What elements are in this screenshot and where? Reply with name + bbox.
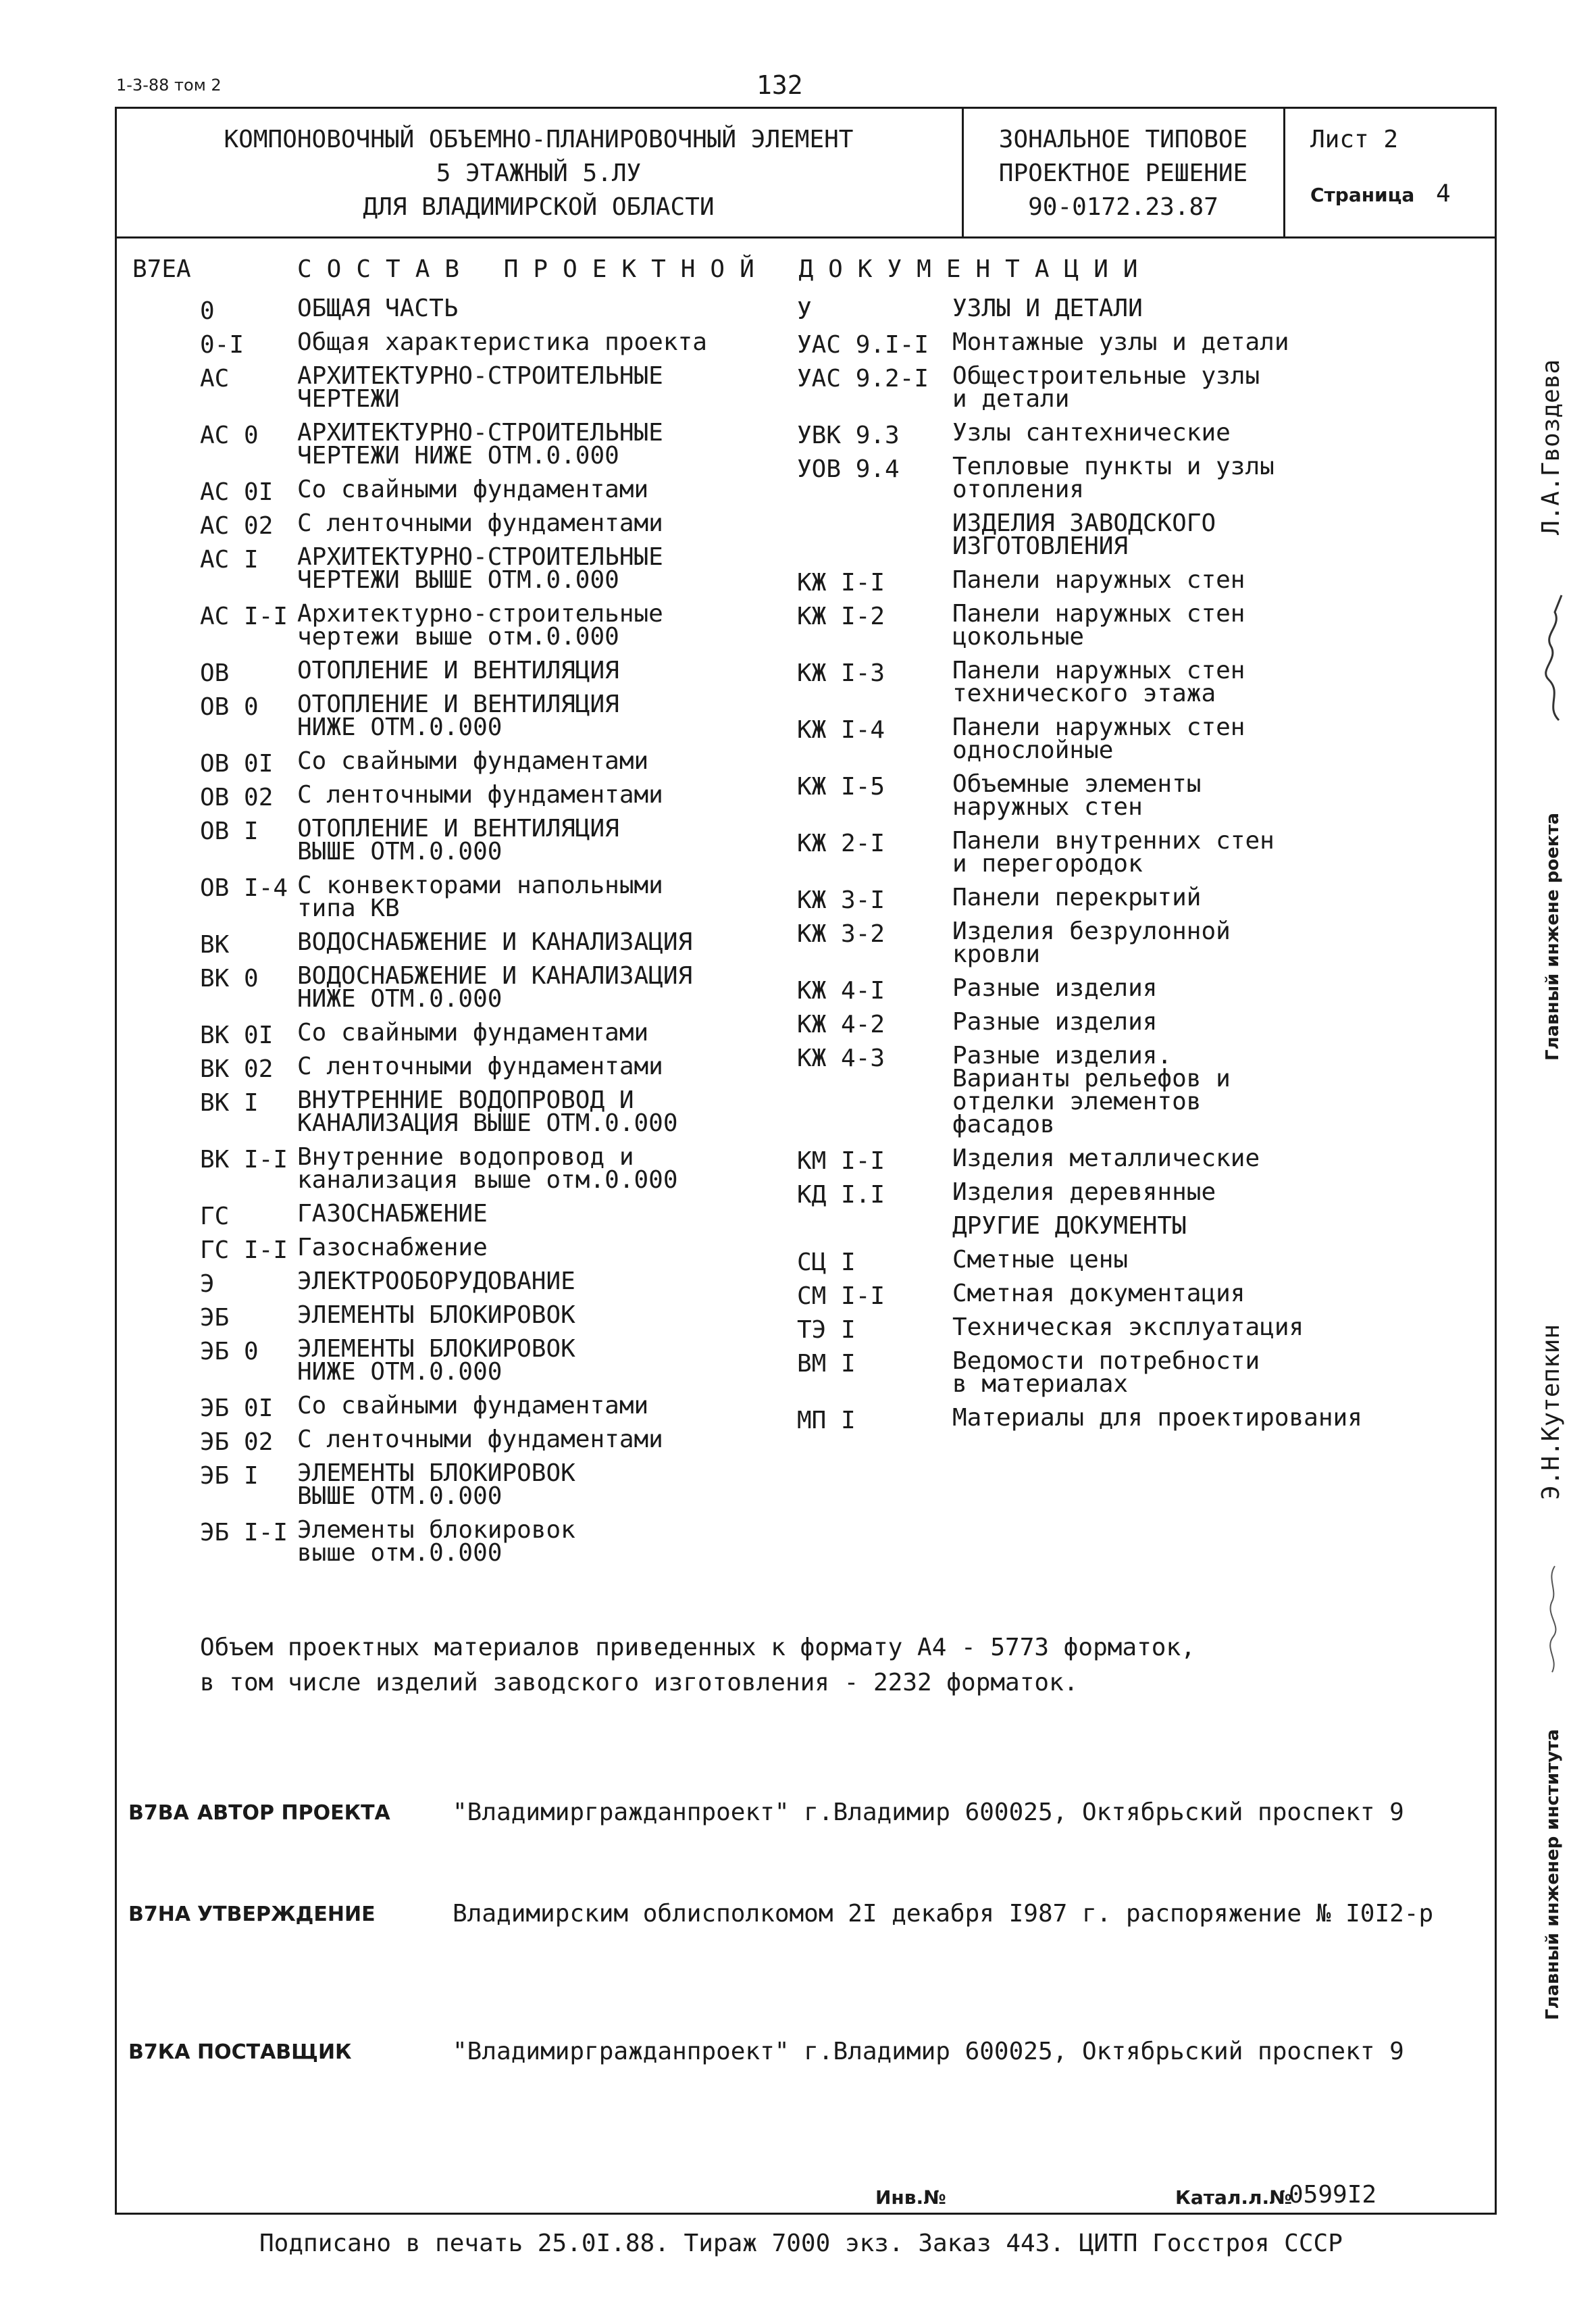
left-item-line: ЧЕРТЕЖИ НИЖЕ ОТМ.0.000: [297, 442, 619, 470]
left-item-code: ОВ: [200, 659, 230, 687]
left-item-line: НИЖЕ ОТМ.0.000: [297, 985, 503, 1013]
right-item-line: Разные изделия: [952, 974, 1158, 1002]
right-item-line: Сметные цены: [952, 1246, 1129, 1274]
left-item-line: Газоснабжение: [297, 1234, 488, 1261]
right-item-line: технического этажа: [952, 680, 1216, 707]
left-item-line: С ленточными фундаментами: [297, 1053, 663, 1080]
left-item-code: ЭБ I: [200, 1462, 259, 1490]
right-item-line: Техническая эксплуатация: [952, 1313, 1304, 1341]
header-project-line: 90-0172.23.87: [1028, 193, 1218, 221]
section-title: СОСТАВ ПРОЕКТНОЙ ДОКУМЕНТАЦИИ: [297, 255, 1153, 283]
left-item-code: ОВ I: [200, 818, 259, 845]
volume-line-2: в том числе изделий заводского изготовления - 2232 форматок.: [200, 1669, 1079, 1696]
right-item-line: Панели наружных стен: [952, 566, 1245, 594]
right-item-code: УОВ 9.4: [797, 455, 900, 483]
right-item-line: Ведомости потребности: [952, 1347, 1260, 1375]
approval-code: В7НА: [128, 1903, 191, 1926]
left-item-code: АС I-I: [200, 603, 288, 630]
right-item-line: ИЗДЕЛИЯ ЗАВОДСКОГО: [952, 509, 1216, 537]
right-item-line: Панели наружных стен: [952, 657, 1245, 684]
right-item-code: КЖ I-5: [797, 773, 885, 801]
right-item-line: Панели внутренних стен: [952, 827, 1275, 855]
left-item-line: ЧЕРТЕЖИ: [297, 385, 400, 413]
right-item-line: и детали: [952, 385, 1070, 413]
left-item-code: ЭБ 0: [200, 1338, 259, 1365]
right-item-code: КЖ 2-I: [797, 830, 885, 857]
right-item-code: КЖ I-3: [797, 659, 885, 687]
left-item-code: АС: [200, 365, 230, 393]
right-item-line: Панели наружных стен: [952, 713, 1245, 741]
right-item-line: в материалах: [952, 1370, 1129, 1398]
volume-line-1: Объем проектных материалов приведенных к формату А4 - 5773 форматок,: [200, 1634, 1195, 1661]
left-item-line: АРХИТЕКТУРНО-СТРОИТЕЛЬНЫЕ: [297, 419, 663, 447]
right-item-line: Изделия металлические: [952, 1145, 1260, 1172]
left-item-code: ВК 0: [200, 965, 259, 992]
left-item-line: Со свайными фундаментами: [297, 747, 649, 775]
left-item-line: ЭЛЕМЕНТЫ БЛОКИРОВОК: [297, 1301, 575, 1329]
chief-institute-engineer-signature-icon: [1532, 1561, 1572, 1676]
section-code: В7ЕА: [132, 255, 191, 283]
series-label: 1-3-88 том 2: [116, 76, 222, 95]
left-item-line: ВОДОСНАБЖЕНИЕ И КАНАЛИЗАЦИЯ: [297, 962, 693, 990]
left-item-line: ЭЛЕМЕНТЫ БЛОКИРОВОК: [297, 1335, 575, 1363]
left-item-line: АРХИТЕКТУРНО-СТРОИТЕЛЬНЫЕ: [297, 543, 663, 571]
left-item-line: КАНАЛИЗАЦИЯ ВЫШЕ ОТМ.0.000: [297, 1109, 678, 1137]
left-item-code: ВК: [200, 931, 230, 959]
left-item-line: С ленточными фундаментами: [297, 781, 663, 809]
supplier-text: "Владимиргражданпроект" г.Владимир 600025, Октябрьский проспект 9: [453, 2038, 1404, 2065]
left-item-line: ЭЛЕМЕНТЫ БЛОКИРОВОК: [297, 1459, 575, 1487]
left-item-line: канализация выше отм.0.000: [297, 1166, 678, 1194]
left-item-code: ЭБ 0I: [200, 1394, 274, 1422]
right-item-code: КЖ 3-2: [797, 920, 885, 948]
left-item-line: Элементы блокировок: [297, 1516, 575, 1544]
right-item-code: ТЭ I: [797, 1316, 856, 1344]
header-col-divider-2: [1283, 107, 1285, 238]
page-label: Страница: [1310, 184, 1415, 206]
right-item-line: Изделия безрулонной: [952, 917, 1231, 945]
chief-institute-engineer-name: Э.Н.Кутепкин: [1537, 1324, 1565, 1500]
right-item-line: отопления: [952, 476, 1085, 503]
right-item-code: УАС 9.2-I: [797, 365, 929, 393]
left-item-code: ОВ 0: [200, 693, 259, 721]
header-divider: [115, 236, 1497, 238]
catalog-label: Катал.л.№: [1175, 2186, 1292, 2209]
right-item-code: У: [797, 297, 812, 325]
approval-label: УТВЕРЖДЕНИЕ: [197, 1903, 376, 1926]
left-item-line: типа КВ: [297, 895, 400, 922]
left-item-line: АРХИТЕКТУРНО-СТРОИТЕЛЬНЫЕ: [297, 362, 663, 390]
right-item-code: СМ I-I: [797, 1282, 885, 1310]
left-item-code: АС 0: [200, 422, 259, 449]
right-item-line: Разные изделия.: [952, 1042, 1173, 1070]
right-item-code: КЖ 3-I: [797, 886, 885, 914]
right-item-line: Узлы сантехнические: [952, 419, 1231, 447]
header-project-line: ЗОНАЛЬНОЕ ТИПОВОЕ: [998, 126, 1248, 153]
right-item-code: СЦ I: [797, 1249, 856, 1276]
catalog-value: 0599I2: [1289, 2181, 1377, 2209]
left-item-line: ОТОПЛЕНИЕ И ВЕНТИЛЯЦИЯ: [297, 657, 619, 684]
left-item-line: С ленточными фундаментами: [297, 1426, 663, 1453]
right-item-code: ВМ I: [797, 1350, 856, 1378]
right-item-code: УВК 9.3: [797, 422, 900, 449]
right-item-line: ИЗГОТОВЛЕНИЯ: [952, 532, 1129, 560]
left-item-code: АС 0I: [200, 478, 274, 506]
left-item-code: ВК 0I: [200, 1022, 274, 1049]
right-item-code: КЖ I-4: [797, 716, 885, 744]
chief-project-engineer-signature-icon: [1532, 592, 1572, 727]
right-item-line: УЗЛЫ И ДЕТАЛИ: [952, 295, 1143, 322]
approval-text: Владимирским облисполкомом 2I декабря I987 г. распоряжение № I0I2-р: [453, 1900, 1434, 1928]
right-item-line: Варианты рельефов и: [952, 1065, 1231, 1092]
left-item-code: 0: [200, 297, 215, 325]
inv-label: Инв.№: [875, 2186, 946, 2209]
right-item-line: Панели наружных стен: [952, 600, 1245, 628]
left-item-code: АС 02: [200, 512, 274, 540]
left-item-line: Со свайными фундаментами: [297, 1019, 649, 1047]
right-item-line: Объемные элементы: [952, 770, 1202, 798]
header-title-line: КОМПОНОВОЧНЫЙ ОБЪЕМНО-ПЛАНИРОВОЧНЫЙ ЭЛЕМЕНТ: [224, 126, 854, 153]
left-item-line: ОТОПЛЕНИЕ И ВЕНТИЛЯЦИЯ: [297, 815, 619, 842]
left-item-line: Со свайными фундаментами: [297, 1392, 649, 1419]
left-item-code: ГС I-I: [200, 1236, 288, 1264]
right-item-line: Монтажные узлы и детали: [952, 328, 1289, 356]
left-item-line: Архитектурно-строительные: [297, 600, 663, 628]
left-item-line: ГАЗОСНАБЖЕНИЕ: [297, 1200, 488, 1228]
left-item-code: ЭБ I-I: [200, 1519, 288, 1546]
header-col-divider-1: [962, 107, 964, 238]
sheet-label: Лист 2: [1310, 126, 1399, 153]
right-item-code: КД I.I: [797, 1181, 885, 1209]
right-item-line: кровли: [952, 940, 1041, 968]
left-item-line: ОБЩАЯ ЧАСТЬ: [297, 295, 459, 322]
left-item-code: ВК I: [200, 1089, 259, 1117]
left-item-line: НИЖЕ ОТМ.0.000: [297, 713, 503, 741]
left-item-code: ВК I-I: [200, 1146, 288, 1174]
left-item-line: ВНУТРЕННИЕ ВОДОПРОВОД И: [297, 1086, 634, 1114]
right-item-line: отделки элементов: [952, 1088, 1202, 1115]
right-item-line: и перегородок: [952, 850, 1143, 878]
left-item-line: Общая характеристика проекта: [297, 328, 707, 356]
chief-project-engineer-name: Л.А.Гвоздева: [1537, 359, 1565, 535]
left-item-line: ЧЕРТЕЖИ ВЫШЕ ОТМ.0.000: [297, 566, 619, 594]
left-item-line: С конвекторами напольными: [297, 872, 663, 899]
left-item-code: ВК 02: [200, 1055, 274, 1083]
right-item-line: Сметная документация: [952, 1280, 1245, 1307]
supplier-label: ПОСТАВЩИК: [197, 2040, 352, 2064]
right-item-line: фасадов: [952, 1111, 1055, 1138]
right-item-line: ДРУГИЕ ДОКУМЕНТЫ: [952, 1212, 1187, 1240]
right-item-code: КЖ I-I: [797, 569, 885, 597]
left-item-code: ОВ I-4: [200, 874, 288, 902]
print-info: Подписано в печать 25.0I.88. Тираж 7000 экз. Заказ 443. ЦИТП Госстроя СССР: [259, 2230, 1343, 2257]
author-label: АВТОР ПРОЕКТА: [197, 1801, 390, 1825]
author-code: В7ВА: [128, 1801, 189, 1825]
header-title-line: ДЛЯ ВЛАДИМИРСКОЙ ОБЛАСТИ: [363, 193, 715, 221]
left-item-code: АС I: [200, 546, 259, 574]
right-item-line: Материалы для проектирования: [952, 1404, 1362, 1432]
left-item-line: ВОДОСНАБЖЕНИЕ И КАНАЛИЗАЦИЯ: [297, 928, 693, 956]
right-item-code: УАС 9.I-I: [797, 331, 929, 359]
right-item-line: Панели перекрытий: [952, 884, 1202, 911]
right-item-code: КЖ I-2: [797, 603, 885, 630]
left-item-line: выше отм.0.000: [297, 1539, 503, 1567]
right-item-line: Разные изделия: [952, 1008, 1158, 1036]
chief-project-engineer-label: Главный инжене роекта: [1543, 812, 1563, 1061]
right-item-line: Общестроительные узлы: [952, 362, 1260, 390]
right-item-line: Тепловые пункты и узлы: [952, 453, 1275, 480]
supplier-code: В7КА: [128, 2040, 190, 2064]
left-item-line: С ленточными фундаментами: [297, 509, 663, 537]
header-project-line: ПРОЕКТНОЕ РЕШЕНИЕ: [998, 159, 1248, 187]
right-item-line: однослойные: [952, 736, 1114, 764]
left-item-line: НИЖЕ ОТМ.0.000: [297, 1358, 503, 1386]
left-item-code: ГС: [200, 1203, 230, 1230]
right-item-code: МП I: [797, 1407, 856, 1434]
left-item-code: Э: [200, 1270, 215, 1298]
right-item-line: наружных стен: [952, 793, 1143, 821]
right-item-line: цокольные: [952, 623, 1085, 651]
right-item-code: КЖ 4-2: [797, 1011, 885, 1038]
left-item-code: ОВ 0I: [200, 750, 274, 778]
right-item-code: КМ I-I: [797, 1147, 885, 1175]
chief-institute-engineer-label: Главный инженер института: [1543, 1729, 1563, 2020]
left-item-line: ВЫШЕ ОТМ.0.000: [297, 838, 503, 865]
author-text: "Владимиргражданпроект" г.Владимир 600025, Октябрьский проспект 9: [453, 1799, 1404, 1826]
left-item-line: Внутренние водопровод и: [297, 1143, 634, 1171]
right-item-line: Изделия деревянные: [952, 1178, 1216, 1206]
header-title-line: 5 ЭТАЖНЫЙ 5.ЛУ: [436, 159, 642, 187]
right-item-code: КЖ 4-I: [797, 977, 885, 1005]
page-number: 132: [756, 70, 803, 100]
left-item-line: чертежи выше отм.0.000: [297, 623, 619, 651]
left-item-code: ОВ 02: [200, 784, 274, 811]
left-item-code: ЭБ 02: [200, 1428, 274, 1456]
left-item-line: ВЫШЕ ОТМ.0.000: [297, 1482, 503, 1510]
left-item-line: ЭЛЕКТРООБОРУДОВАНИЕ: [297, 1267, 575, 1295]
left-item-line: ОТОПЛЕНИЕ И ВЕНТИЛЯЦИЯ: [297, 690, 619, 718]
left-item-line: Со свайными фундаментами: [297, 476, 649, 503]
left-item-code: 0-I: [200, 331, 244, 359]
left-item-code: ЭБ: [200, 1304, 230, 1332]
right-item-code: КЖ 4-3: [797, 1045, 885, 1072]
page-value: 4: [1436, 180, 1451, 207]
